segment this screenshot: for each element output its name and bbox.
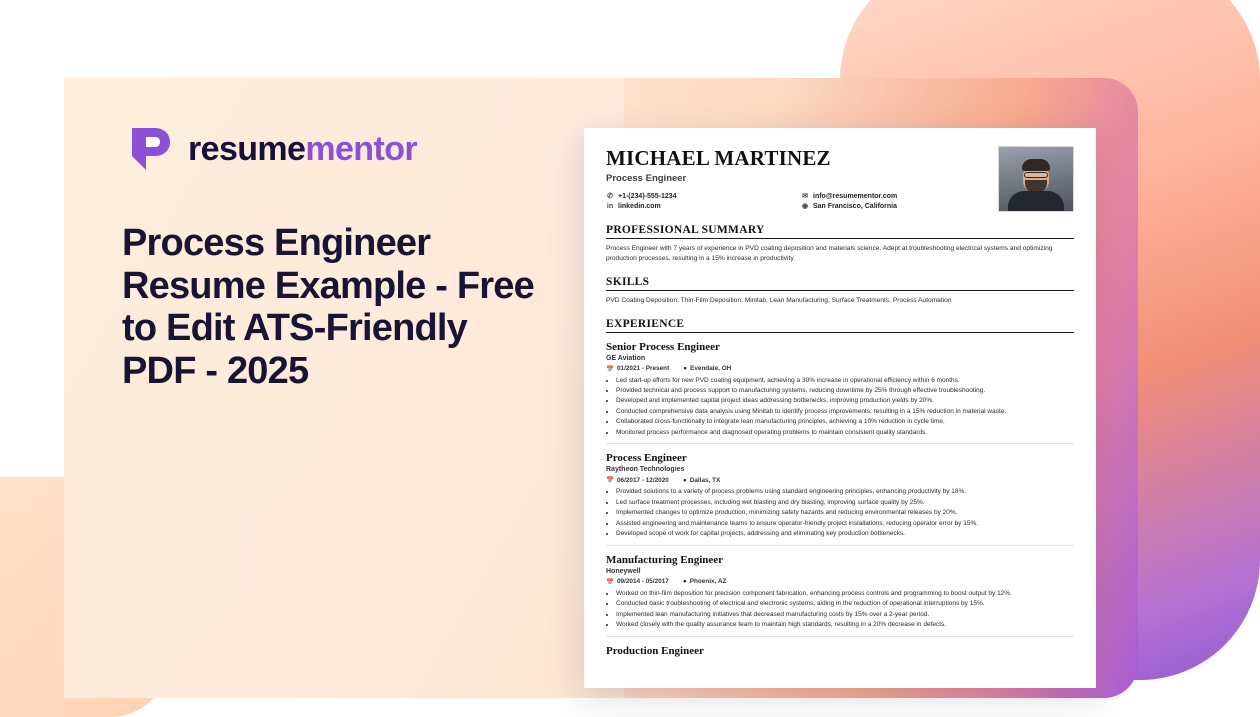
resume-document [584,128,1096,688]
job-title: Senior Process Engineer [606,340,720,353]
section-title-experience: EXPERIENCE [606,318,1074,333]
contact-list [606,192,988,210]
job-bullets [606,376,1074,438]
section-title-summary: PROFESSIONAL SUMMARY [606,224,1074,239]
job-dates-wrap [606,578,669,586]
list-item: • Implemented lean manufacturing initiatives that decreased manufacturing costs by 15% over a 2-year period. [616,610,1074,620]
job-location-wrap [683,365,731,373]
job-location: Dallas, TX [689,476,721,484]
email-icon: ✉ [802,193,808,200]
list-item: • Worked on thin-film deposition for precision component fabrication, enhancing process controls and programming to boost output by 12%. [616,589,1074,599]
list-item: • Worked closely with the quality assurance team to maintain high standards, resulting in a 20% decrease in defects. [616,620,1074,630]
calendar-icon: 📅 [606,477,614,485]
contact-linkedin [606,202,793,210]
job-company: Raytheon Technologies [606,466,685,474]
linkedin-icon: in [606,202,614,210]
job-dates-wrap [606,476,669,484]
job-dates: 06/2017 - 12/2020 [616,476,669,484]
job-location: Phoenix, AZ [689,578,727,586]
calendar-icon: 📅 [606,578,614,586]
section-skills [606,276,1074,306]
divider [606,636,1074,637]
applicant-role: Process Engineer [606,173,687,184]
job-dates: 01/2021 - Present [616,365,670,373]
avatar-body [1008,191,1064,211]
location-pin-icon: ● [682,578,687,586]
avatar [998,146,1074,212]
contact-location [801,202,988,210]
resume-header-text [606,146,998,210]
job-bullets [606,487,1074,538]
job-title: Process Engineer [606,452,687,465]
job-meta [606,365,1074,373]
list-item: • Developed and implemented capital project ideas addressing bottlenecks, improving production yields by 20%. [616,396,1074,406]
location-icon: ◉ [801,203,809,210]
job-company: Honeywell [606,567,641,575]
divider [606,443,1074,444]
summary-text: Process Engineer with 7 years of experience in PVD coating deposition and materials science. Adept at troubleshooting electrical systems and optimizing production processes, resulting in a 15% increase in productivity. [606,245,1053,262]
experience-item-2 [606,452,1074,545]
list-item: • Provided technical and process support to manufacturing systems, reducing downtime by 25% through effective troubleshooting. [616,386,1074,396]
contact-location-value: San Francisco, California [813,202,898,210]
list-item: • Conducted basic troubleshooting of electrical and electronic systems, aiding in the reduction of operational interruptions by 15%. [616,599,1074,609]
calendar-icon: 📅 [606,365,614,373]
contact-linkedin-value: linkedin.com [618,202,661,210]
list-item: • Led start-up efforts for new PVD coating equipment, achieving a 30% increase in operational efficiency within 6 months. [616,376,1074,386]
list-item: • Assisted engineering and maintenance teams to ensure operator-friendly project installations, reducing operator error by 15%. [616,519,1074,529]
brand-logo[interactable] [128,125,417,173]
job-meta [606,476,1074,484]
section-experience [606,318,1074,657]
job-location: Evendale, OH [690,365,732,373]
list-item: • Implemented changes to optimize production, minimizing safety hazards and reducing environmental releases by 20%. [616,508,1074,518]
experience-item-3 [606,554,1074,637]
contact-phone [606,192,793,200]
page-title: Process Engineer Resume Example - Free to Edit ATS-Friendly PDF - 2025 [122,222,534,392]
experience-item-4 [606,645,1074,657]
section-title-skills: SKILLS [606,276,1074,291]
phone-icon: ✆ [607,193,613,200]
brand-word-first: resume [188,129,306,168]
location-pin-icon: ● [682,476,687,484]
list-item: • Developed scope of work for capital projects, addressing and eliminating key production bottlenecks. [616,529,1074,539]
skills-text: PVD Coating Deposition, Thin-Film Deposition, Minitab, Lean Manufacturing, Surface Treatments, Process Automation [606,296,952,304]
list-item: • Led surface treatment processes, including wet blasting and dry blasting, improving surface quality by 25%. [616,498,1074,508]
job-title: Manufacturing Engineer [606,553,724,566]
job-location-wrap [683,578,727,586]
avatar-hair [1022,159,1050,171]
brand-word-second: mentor [305,129,417,168]
list-item: • Collaborated cross-functionally to integrate lean manufacturing principles, achieving a 10% reduction in cycle time. [616,417,1074,427]
job-company: GE Aviation [606,354,646,362]
job-meta [606,578,1074,586]
brand-wordmark [188,130,417,169]
divider [606,545,1074,546]
contact-phone-value: +1-(234)-555-1234 [618,192,677,200]
experience-item-1 [606,341,1074,445]
location-pin-icon: ● [683,365,688,373]
applicant-name: MICHAEL MARTINEZ [606,146,831,170]
resume-header [606,146,1074,212]
job-title: Production Engineer [606,644,704,657]
job-location-wrap [683,476,720,484]
list-item: • Provided solutions to a variety of process problems using standard engineering principles, enhancing productivity by 18%. [616,487,1074,497]
section-professional-summary [606,224,1074,264]
list-item: • Conducted comprehensive data analysis using Minitab to identify process improvements, resulting in a 15% reduction in material waste. [616,407,1074,417]
job-dates: 09/2014 - 05/2017 [616,578,669,586]
job-dates-wrap [606,365,669,373]
avatar-glasses [1024,172,1048,178]
resumementor-logo-icon [128,125,174,173]
job-bullets [606,589,1074,630]
contact-email-value: info@resumementor.com [813,192,898,200]
list-item: • Monitored process performance and diagnosed operating problems to maintain consistent quality standards. [616,428,1074,438]
contact-email [801,192,988,200]
